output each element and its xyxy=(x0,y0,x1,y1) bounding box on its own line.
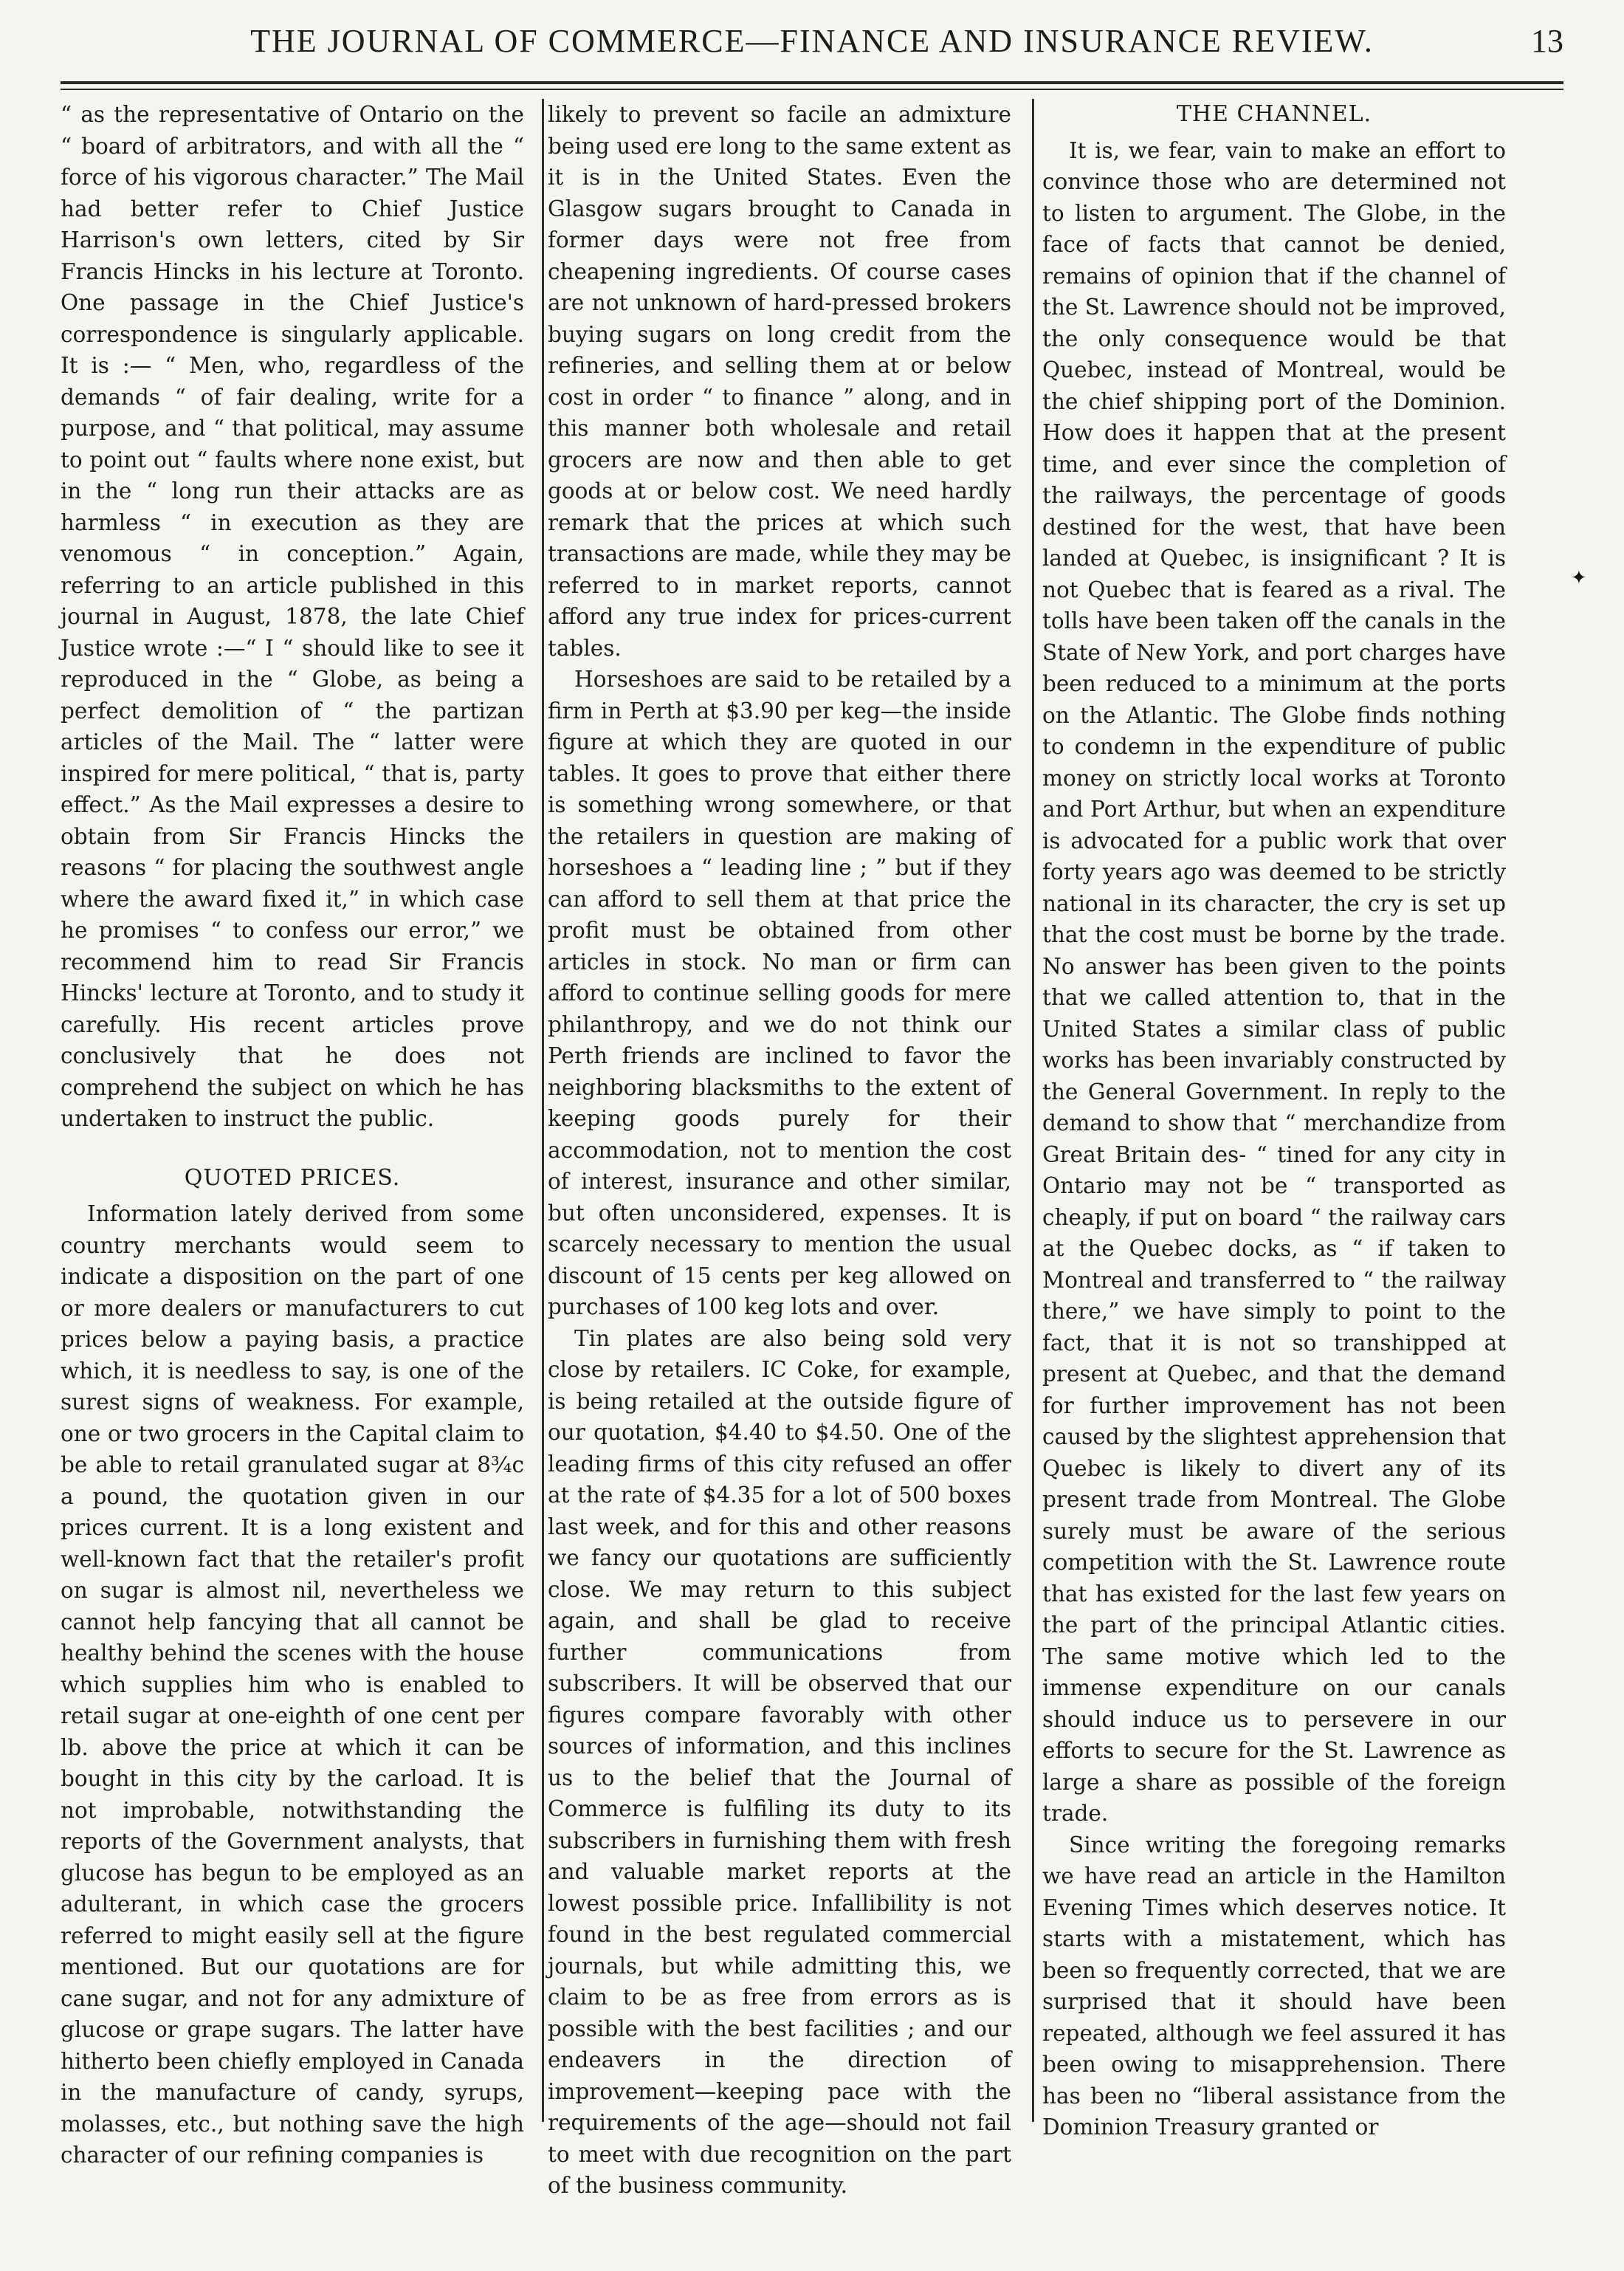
ink-blot-mark: ✦ xyxy=(1571,567,1587,589)
paragraph: It is, we fear, vain to make an effort to convince those who are determined not to listen to argument. The Globe, in the face of facts that cannot be denied, remains of opinion that if the channel of the St. Lawrence should not be improved, the only consequence would be that Quebec, instead of Montreal, would be the chief shipping port of the Dominion. How does it happen that at the present time, and ever since the completion of the railways, the percentage of goods destined for the west, that have been landed at Quebec, is insignificant ? It is not Quebec that is feared as a rival. The tolls have been taken off the canals in the State of New York, and port charges have been reduced to a minimum at the ports on the Atlantic. The Globe finds nothing to condemn in the expenditure of public money on strictly local works at Toronto and Port Arthur, but when an expenditure is advocated for a public work that over forty years ago was deemed to be strictly national in its character, the cry is set up that the cost must be borne by the trade. No answer has been given to the points that we called attention to, that in the United States a similar class of public works has been invariably constructed by the General Government. In reply to the demand to show that “ merchandize from Great Britain des- “ tined for any city in Ontario may not be “ transported as cheaply, if put on board “ the railway cars at the Quebec docks, as “ if taken to Montreal and transferred to “ the railway there,” we have simply to point to the fact, that it is not so transhipped at present at Quebec, and that the demand for further improvement has not been caused by the slightest apprehension that Quebec is likely to divert any of its present trade from Montreal. The Globe surely must be aware of the serious competition with the St. Lawrence route that has existed for the last few years on the part of the principal Atlantic cities. The same motive which led to the immense expenditure on our canals should induce us to persevere in our efforts to secure for the St. Lawrence as large a share as possible of the foreign trade. xyxy=(1042,137,1506,1826)
column-3 xyxy=(1042,99,1506,2143)
paragraph: Information lately derived from some country merchants would seem to indicate a disposition on the part of one or more dealers or manufacturers to cut prices below a paying basis, a practice which, it is needless to say, is one of the surest signs of weakness. For example, one or two grocers in the Capital claim to be able to retail granulated sugar at 8¾c a pound, the quotation given in our prices current. It is a long existent and well-known fact that the retailer's profit on sugar is almost nil, nevertheless we cannot help fancying that all cannot be healthy behind the scenes with the house which supplies him who is enabled to retail sugar at one-eighth of one cent per lb. above the price at which it can be bought in this city by the carload. It is not improbable, notwithstanding the reports of the Government analysts, that glucose has begun to be employed as an adulterant, in which case the grocers referred to might easily sell at the figure mentioned. But our quotations are for cane sugar, and not for any admixture of glucose or grape sugars. The latter have hitherto been chiefly employed in Canada in the manufacture of candy, syrups, molasses, etc., but nothing save the high character of our refining companies is xyxy=(61,1201,524,2168)
paragraph: likely to prevent so facile an admixture being used ere long to the same extent as it is in the United States. Even the Glasgow sugars brought to Canada in former days were not free from cheapening ingredients. Of course cases are not unknown of hard-pressed brokers buying sugars on long credit from the refineries, and selling them at or below cost in order “ to finance ” along, and in this manner both wholesale and retail grocers are now and then able to get goods at or below cost. We need hardly remark that the prices at which such transactions are made, while they may be referred to in market reports, cannot afford any true index for prices-current tables. xyxy=(548,102,1011,661)
column-divider xyxy=(1032,99,1034,2122)
paragraph: “ as the representative of Ontario on the “ board of arbitrators, and with all the “ force of his vigorous character.” The Mail had better refer to Chief Justice Harrison's own letters, cited by Sir Francis Hincks in his lecture at Toronto. One passage in the Chief Justice's correspondence is singularly applicable. It is :— “ Men, who, regardless of the demands “ of fair dealing, write for a purpose, and “ that political, may assume to point out “ faults where none exist, but in the “ long run their attacks are as harmless “ in execution as they are venomous “ in conception.” Again, referring to an article published in this journal in August, 1878, the late Chief Justice wrote :—“ I “ should like to see it reproduced in the “ Globe, as being a perfect demolition of “ the partizan articles of the Mail. The “ latter were inspired for mere political, “ that is, party effect.” As the Mail expresses a desire to obtain from Sir Francis Hincks the reasons “ for placing the southwest angle where the award fixed it,” in which case he promises “ to confess our error,” we recommend him to read Sir Francis Hincks' lecture at Toronto, and to study it carefully. His recent articles prove conclusively that he does not comprehend the subject on which he has undertaken to instruct the public. xyxy=(61,102,524,1131)
paragraph: Tin plates are also being sold very close by retailers. IC Coke, for example, is being retailed at the outside figure of our quotation, $4.40 to $4.50. One of the leading firms of this city refused an offer at the rate of $4.35 for a lot of 500 boxes last week, and for this and other reasons we fancy our quotations are sufficiently close. We may return to this subject again, and shall be glad to receive further communications from subscribers. It will be observed that our figures compare favorably with other sources of information, and this inclines us to the belief that the Journal of Commerce is fulfiling its duty to its subscribers in furnishing them with fresh and valuable market reports at the lowest possible price. Infallibility is not found in the best regulated commercial journals, but while admitting this, we claim to be as free from errors as is possible with the best facilities ; and our endeavers in the direction of improvement—keeping pace with the requirements of the age—should not fail to meet with due recognition on the part of the business community. xyxy=(548,1325,1011,2198)
paragraph: Horseshoes are said to be retailed by a firm in Perth at $3.90 per keg—the inside figure at which they are quoted in our tables. It goes to prove that either there is something wrong somewhere, or that the retailers in question are making of horseshoes a “ leading line ; ” but if they can afford to sell them at that price the profit must be obtained from other articles in stock. No man or firm can afford to continue selling goods for mere philanthropy, and we do not think our Perth friends are inclined to favor the neighboring blacksmiths to the extent of keeping goods purely for their accommodation, not to mention the cost of interest, insurance and other similar, but often unconsidered, expenses. It is scarcely necessary to mention the usual discount of 15 cents per keg allowed on purchases of 100 keg lots and over. xyxy=(548,667,1011,1319)
column-1 xyxy=(61,99,524,2171)
running-title: THE JOURNAL OF COMMERCE—FINANCE AND INSURANCE REVIEW. xyxy=(250,23,1374,59)
page-header xyxy=(61,22,1563,66)
section-title-quoted-prices: QUOTED PRICES. xyxy=(184,1164,401,1191)
paragraph: Since writing the foregoing remarks we have read an article in the Hamilton Evening Times which deserves notice. It starts with a mistatement, which has been so frequently corrected, that we are surprised that it should have been repeated, although we feel assured it has been owing to misapprehension. There has been no “liberal assistance from the Dominion Treasury granted or xyxy=(1042,1832,1506,2140)
header-rule-thick xyxy=(61,81,1563,84)
column-2 xyxy=(548,99,1011,2202)
section-title-the-channel: THE CHANNEL. xyxy=(1176,101,1372,127)
header-rule-thin xyxy=(61,89,1563,90)
page-number: 13 xyxy=(1531,23,1563,59)
column-divider xyxy=(542,99,544,2122)
